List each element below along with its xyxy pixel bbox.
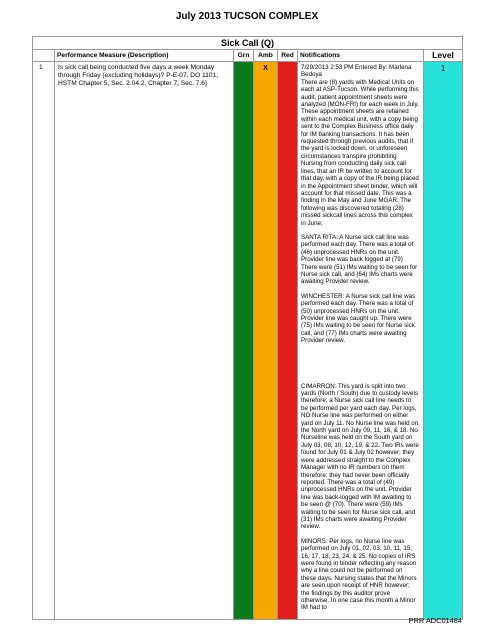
footer-id: PRR ADC01484 [408, 616, 462, 625]
notifications-cell [298, 62, 424, 620]
notification-winchester: WINCHESTER: A Nurse sick call line was performed each day. There was a total of (50) unprocessed HNRs on the unit. Provider line was caught up. There were (75) IMs waiting to be seen for Nurse sick call, and (77) IMs charts were awaiting Provider review. [301, 292, 416, 345]
level-value: 1 [440, 64, 446, 73]
page-title: July 2013 TUCSON COMPLEX [175, 11, 319, 22]
section-title: Sick Call (Q) [33, 37, 463, 50]
header-measure: Performance Measure (Description) [55, 50, 234, 62]
header-grn: Grn [234, 50, 254, 62]
header-notifications: Notifications [298, 50, 424, 62]
performance-table [32, 36, 463, 620]
performance-measure: Is sick call being conducted five days a week Monday through Friday (excluding holidays)? P-E-07, DO 1101, HSTM Chapter 5, Sec. 2.04.2, Chapter 7, Sec. 7.6] [55, 62, 234, 620]
notification-cimarron: CIMARRON: This yard is split into two yards (North / South) due to custody levels therefore; a Nurse sick call line needs to be performed per yard each day. Per logs, NO Nurse line was performed on either yard on July 11. No Nurse line was held on the North yard on July 09, 11, 16, & 18. No Nurseline was held on the South yard on July 03, 08, 10, 12, 19, & 22. Two IRs were found for July 01 & July 02 however; they were addressed straight to the Complex Manager with no IR numbers on them therefore; they had never been officially reported. There was a total of (49) unprocessed HNRs on the unit. Provider line was back-logged with IM awaiting to be seen @ (70). There were (59) IMs waiting to be seen for Nurse sick call, and (31) IMs charts were awaiting Provider review. [301, 382, 419, 531]
amber-status-cell [254, 62, 278, 620]
header-row [33, 50, 463, 62]
row-number: 1 [33, 62, 55, 620]
notification-santa-rita: SANTA RITA: A Nurse sick call line was performed each day. There was a total of (46) unprocessed HNRs on the unit. Provider line was back logged at (79) There were (51) IMs waiting to be seen for Nurse sick call, and (64) IMs charts were awaiting Provider review. [301, 233, 418, 286]
notification-entry: 7/29/2013 2:53 PM Entered By: Marlena Bedoya There are (8) yards with Medical Units on each at ASP-Tucson. While performing this audit, patient appointment sheets were analyzed (MON-FRI) for each week in July. These appointment sheets are retained within each medical unit, with a copy being sent to the Complex Business office daily for IM banking transactions. It has been requested through previous audits, that if the yard is locked down, or unforeseen circumstances transpire prohibiting Nursing from conducting daily sick call lines, that an IR be written to account for that day, with a copy of the IR being placed in the Appointment sheet binder, which will account for that missed date. This was a finding in the May and June MGAR. The following was discovered totaling (28) missed sickcall lines across this complex in June; [301, 64, 419, 227]
header-level: Level [424, 50, 463, 62]
table-row [33, 62, 463, 620]
notification-minors: MINORS: Per logs, no Nurse line was performed on July 01, 02, 03, 10, 11, 15, 16, 17, 18, 23, 24, & 25. No copies of IRS were found in binder reflecting any reason why a line could not be performed on these days. Nursing states that the Minors are seen upon receipt of HNR however; the findings by this auditor prove otherwise. In one case this month a Minor IM had to [301, 537, 417, 612]
header-red: Red [278, 50, 298, 62]
red-status-cell [278, 62, 298, 620]
header-amb: Amb [254, 50, 278, 62]
green-status-cell [234, 62, 254, 620]
amber-mark: X [263, 65, 268, 72]
header-number [33, 50, 55, 62]
level-cell [424, 62, 463, 620]
